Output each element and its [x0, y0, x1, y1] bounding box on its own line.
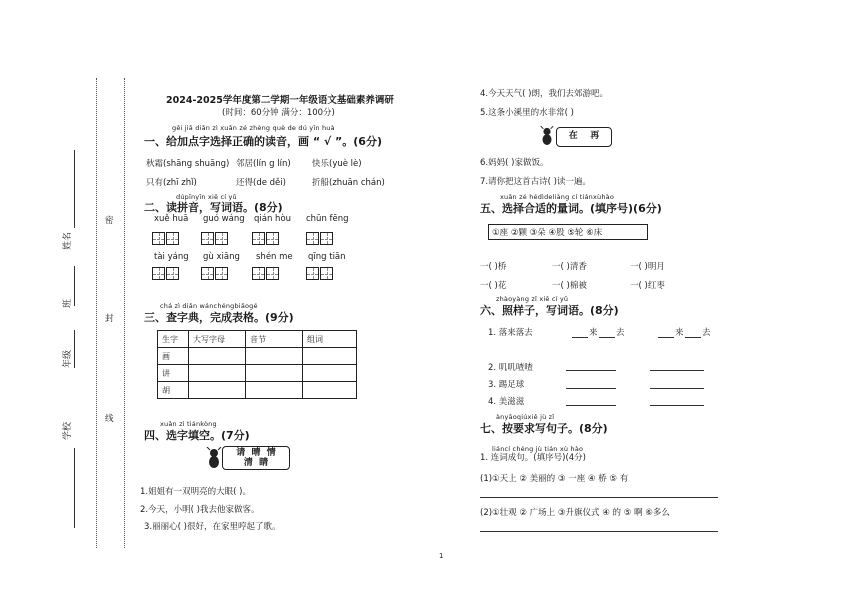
s2-pinyin-word: guó wáng: [203, 214, 245, 224]
s5-item: 一( )明月: [630, 262, 665, 272]
table-cell-char: 画: [158, 348, 189, 365]
table-row: [158, 382, 357, 399]
answer-line[interactable]: [650, 370, 704, 371]
s6-example-char: 去: [616, 328, 625, 338]
badge-char: 再: [590, 131, 600, 141]
class-label: 班: [63, 298, 73, 308]
s6-item: 2. 叽叽喳喳: [488, 363, 533, 373]
name-underline: [74, 150, 75, 228]
ant-mascot-icon: [538, 126, 556, 146]
exam-title: 2024-2025学年度第二学期一年级语文基础素养调研: [166, 95, 394, 106]
tian-grid-box[interactable]: [266, 267, 279, 280]
tian-grid-box[interactable]: [215, 267, 228, 280]
s7-title: 七、按要求写句子。(8分): [480, 422, 608, 435]
tian-grid-box[interactable]: [306, 232, 319, 245]
answer-line[interactable]: [572, 337, 588, 338]
table-cell-char: 讲: [158, 365, 189, 382]
s3-title: 三、查字典，完成表格。(9分): [144, 311, 294, 324]
seal-line-dotted-inner: [124, 78, 125, 548]
s1-item: 快乐(yuè lè): [312, 159, 362, 169]
s4-item: 1.姐姐有一双明亮的大眼( )。: [140, 487, 251, 497]
answer-line[interactable]: [566, 405, 616, 406]
dictionary-table: [157, 330, 357, 399]
word-badge: [222, 446, 290, 470]
s1-title: 一、给加点字选择正确的读音，画 “ √ ”。(6分): [144, 135, 382, 148]
s5-item: 一( )棉被: [552, 281, 587, 291]
seal-char-feng: 封: [105, 314, 114, 324]
table-cell-input[interactable]: [303, 365, 357, 382]
page-number: 1: [439, 552, 444, 560]
s2-pinyin-word: gù xiāng: [203, 252, 240, 262]
s5-item: 一( )花: [480, 281, 507, 291]
seal-char-mi: 密: [105, 216, 114, 226]
badge-char: 情: [266, 448, 276, 458]
table-cell-input[interactable]: [189, 382, 246, 399]
s5-title: 五、选择合适的量词。(填序号)(6分): [480, 202, 662, 215]
table-cell-input[interactable]: [246, 348, 303, 365]
table-cell-input[interactable]: [189, 365, 246, 382]
answer-line[interactable]: [599, 337, 615, 338]
s5-options-box: ①座 ②颗 ③朵 ④股 ⑤轮 ⑥床: [488, 224, 648, 240]
answer-line[interactable]: [685, 337, 701, 338]
s2-pinyin-word: qián hòu: [254, 214, 292, 224]
s4-item: 6.妈妈( )家做饭。: [480, 158, 549, 168]
s4-title: 四、选字填空。(7分): [144, 429, 250, 442]
s7-pinyin: ànyāoqiúxiě jù zǐ: [496, 413, 555, 421]
s2-pinyin-word: shén me: [256, 252, 293, 262]
tian-grid-box[interactable]: [201, 267, 214, 280]
tian-grid-box[interactable]: [306, 267, 319, 280]
answer-line[interactable]: [566, 370, 616, 371]
s2-pinyin-word: xuě huā: [154, 214, 189, 224]
s2-pinyin-word: tài yáng: [154, 252, 189, 262]
table-cell-input[interactable]: [189, 348, 246, 365]
ant-mascot-icon: [204, 447, 224, 469]
s5-item: 一( )红枣: [630, 281, 665, 291]
table-cell-input[interactable]: [303, 348, 357, 365]
s1-item: 秋霜(shāng shuāng): [146, 159, 230, 169]
table-header: 生字: [158, 331, 189, 348]
s4-item: 7.请你把这首古诗( )读一遍。: [480, 177, 591, 187]
s2-pinyin-word: qīng tiān: [308, 252, 346, 262]
s6-item: 3. 踢足球: [488, 380, 525, 390]
s6-example-char: 去: [702, 328, 711, 338]
seal-char-xian: 线: [105, 414, 114, 424]
s7-sub-pinyin: liáncí chéng jù tián xù hào: [492, 445, 584, 453]
answer-line[interactable]: [650, 405, 704, 406]
tian-grid-box[interactable]: [215, 232, 228, 245]
s2-title: 二、读拼音，写词语。(8分): [144, 201, 283, 214]
table-cell-input[interactable]: [246, 365, 303, 382]
s5-pinyin: xuǎn zé hédìdeliàng cí tiánxùhào: [500, 193, 615, 201]
s6-title: 六、照样子，写词语。(8分): [480, 304, 619, 317]
s1-pinyin: gěi jiā diǎn zì xuǎn zé zhèng què de dú yīn huà: [172, 124, 335, 132]
table-row: [158, 365, 357, 382]
table-cell-input[interactable]: [303, 382, 357, 399]
tian-grid-box[interactable]: [266, 232, 279, 245]
table-cell-char: 胡: [158, 382, 189, 399]
s3-pinyin: chá zì diǎn wánchéngbiǎogé: [160, 302, 258, 310]
school-label: 学校: [63, 421, 73, 440]
badge-char: 睛: [259, 458, 269, 468]
s1-item: 只有(zhī zhǐ): [146, 178, 197, 188]
badge-char: 晴: [251, 448, 261, 458]
grade-underline: [74, 330, 75, 368]
answer-line[interactable]: [480, 531, 718, 532]
s5-item: 一( )清香: [552, 262, 587, 272]
s2-pinyin-word: chūn fēng: [306, 214, 349, 224]
tian-grid-box[interactable]: [320, 267, 333, 280]
table-header: 组词: [303, 331, 357, 348]
s4-item: 4.今天天气( )朗，我们去郊游吧。: [480, 89, 608, 99]
table-header: 大写字母: [189, 331, 246, 348]
word-badge: [556, 127, 612, 147]
grade-label: 年级: [63, 349, 73, 368]
tian-grid-box[interactable]: [166, 232, 179, 245]
s1-item: 邻居(lín g lín): [236, 159, 291, 169]
s6-example-char: 来: [589, 328, 598, 338]
name-label: 姓名: [63, 231, 73, 250]
s5-item: 一( )桥: [480, 262, 507, 272]
tian-grid-box[interactable]: [152, 267, 165, 280]
s4-item: 5.这条小溪里的水非常( ): [480, 108, 574, 118]
s4-item: 3.丽丽心( )很好，在家里哼起了歌。: [144, 522, 281, 532]
s1-item: 折船(zhuān chán): [312, 178, 385, 188]
table-row: [158, 348, 357, 365]
tian-grid-box[interactable]: [320, 232, 333, 245]
answer-line[interactable]: [566, 388, 616, 389]
tian-grid-box[interactable]: [152, 232, 165, 245]
s6-item: 4. 美滋滋: [488, 397, 525, 407]
s1-item: 还得(de děi): [236, 178, 286, 188]
answer-line[interactable]: [650, 388, 704, 389]
s7-line2: (2)①壮观 ② 广场上 ③升旗仪式 ④ 的 ⑤ 啊 ⑥多么: [480, 508, 670, 518]
school-underline: [74, 448, 75, 528]
badge-char: 清: [243, 458, 253, 468]
badge-char: 在: [568, 131, 578, 141]
tian-grid-box[interactable]: [252, 267, 265, 280]
s6-pinyin: zhàoyàng zǐ xiě cí yǔ: [496, 295, 569, 303]
s7-line1: (1)①天上 ② 美丽的 ③ 一座 ④ 桥 ⑤ 有: [480, 474, 629, 484]
tian-grid-box[interactable]: [252, 232, 265, 245]
answer-line[interactable]: [658, 337, 674, 338]
s4-item: 2.今天，小明( )我去他家做客。: [140, 505, 260, 515]
s6-example: 1. 落来落去: [488, 328, 533, 338]
class-underline: [74, 266, 75, 306]
tian-grid-box[interactable]: [201, 232, 214, 245]
table-header: 音节: [246, 331, 303, 348]
s6-example-char: 来: [675, 328, 684, 338]
seal-line-dotted: [96, 78, 97, 548]
exam-subtitle: (时间：60分钟 满分：100分): [222, 108, 335, 118]
badge-char: 请: [236, 448, 246, 458]
tian-grid-box[interactable]: [166, 267, 179, 280]
table-cell-input[interactable]: [246, 382, 303, 399]
answer-line[interactable]: [480, 497, 718, 498]
s7-sub-title: 1. 连词成句。(填序号)(4分): [480, 453, 586, 463]
s2-pinyin: dúpīnyīn xiě cí yǔ: [176, 193, 237, 201]
s4-pinyin: xuǎn zì tiánkòng: [160, 420, 217, 428]
